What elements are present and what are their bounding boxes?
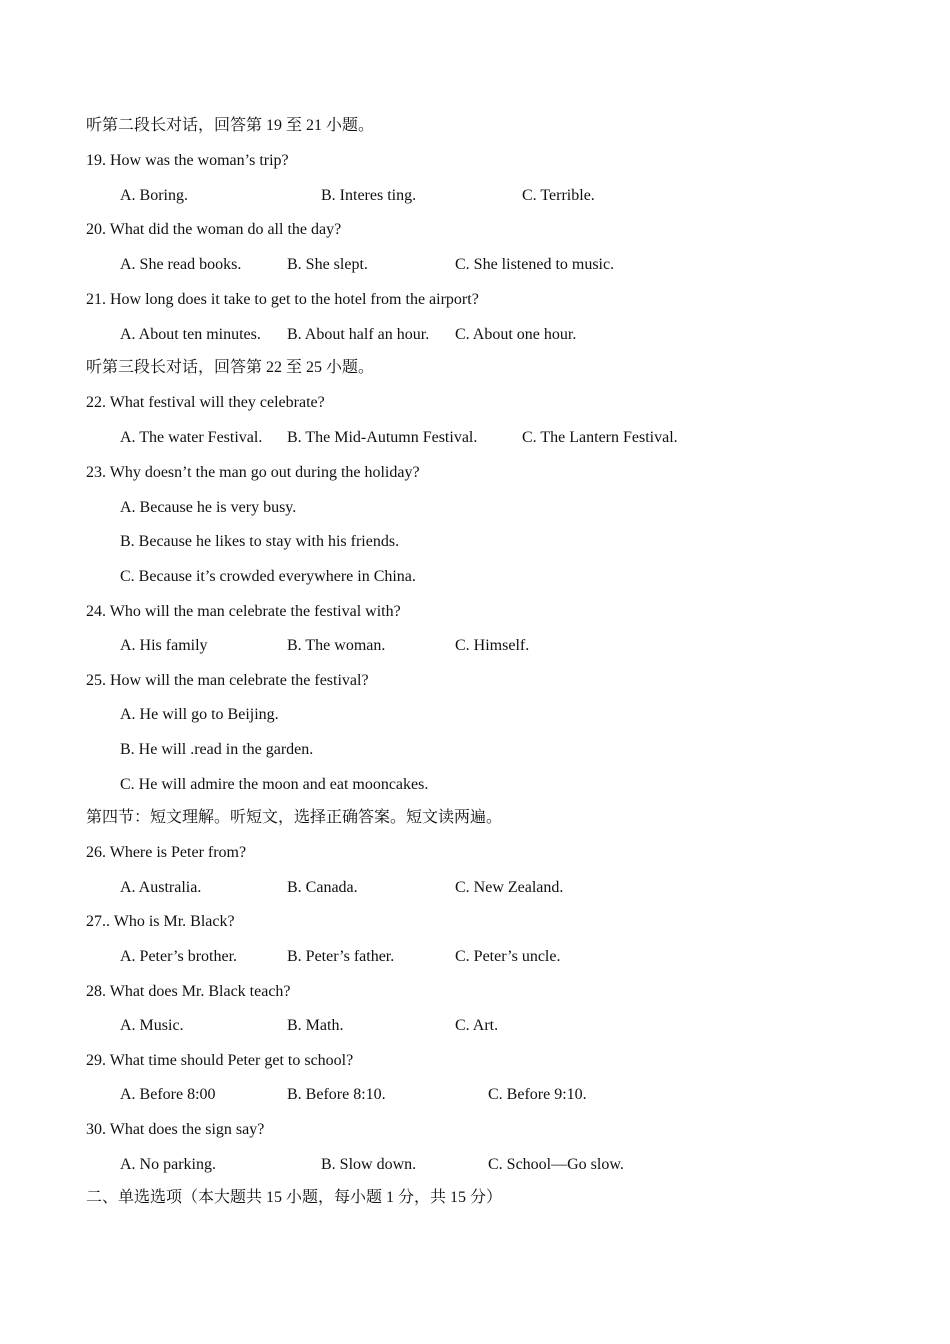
q28-option-a: A. Music. <box>120 1017 184 1034</box>
q22-option-b: B. The Mid-Autumn Festival. <box>287 429 478 446</box>
q19-option-a: A. Boring. <box>120 187 188 204</box>
question-19: 19. How was the woman’s trip? <box>86 152 289 169</box>
q24-option-b: B. The woman. <box>287 637 386 654</box>
q20-option-c: C. She listened to music. <box>455 256 615 273</box>
section-heading-part4-passage: 第四节：短文理解。听短文，选择正确答案。短文读两遍。 <box>86 809 503 826</box>
q23-option-a: A. Because he is very busy. <box>120 499 297 516</box>
q29-option-a: A. Before 8:00 <box>120 1086 216 1103</box>
question-26: 26. Where is Peter from? <box>86 844 247 861</box>
question-27: 27.. Who is Mr. Black? <box>86 913 235 930</box>
q24-option-a: A. His family <box>120 637 208 654</box>
q30-option-c: C. School—Go slow. <box>488 1156 624 1173</box>
q21-option-c: C. About one hour. <box>455 326 577 343</box>
q28-option-b: B. Math. <box>287 1017 344 1034</box>
q23-option-c: C. Because it’s crowded everywhere in China. <box>120 568 416 585</box>
q30-option-b: B. Slow down. <box>321 1156 417 1173</box>
question-28: 28. What does Mr. Black teach? <box>86 983 291 1000</box>
section-heading-part2-dialogue: 听第二段长对话，回答第 19 至 21 小题。 <box>86 117 375 134</box>
question-23: 23. Why doesn’t the man go out during the holiday? <box>86 464 420 481</box>
q19-option-c: C. Terrible. <box>522 187 595 204</box>
q20-option-a: A. She read books. <box>120 256 242 273</box>
q27-option-a: A. Peter’s brother. <box>120 948 238 965</box>
q21-option-b: B. About half an hour. <box>287 326 430 343</box>
q19-option-b: B. Interes ting. <box>321 187 417 204</box>
q24-option-c: C. Himself. <box>455 637 530 654</box>
section-heading-part3-dialogue: 听第三段长对话，回答第 22 至 25 小题。 <box>86 359 375 376</box>
q27-option-b: B. Peter’s father. <box>287 948 395 965</box>
part-two-heading: 二、单选选项（本大题共 15 小题，每小题 1 分，共 15 分） <box>86 1189 503 1206</box>
q23-option-b: B. Because he likes to stay with his friends. <box>120 533 400 550</box>
q29-option-b: B. Before 8:10. <box>287 1086 386 1103</box>
question-24: 24. Who will the man celebrate the festival with? <box>86 603 401 620</box>
q21-option-a: A. About ten minutes. <box>120 326 261 343</box>
q22-option-a: A. The water Festival. <box>120 429 263 446</box>
q27-option-c: C. Peter’s uncle. <box>455 948 561 965</box>
q25-option-a: A. He will go to Beijing. <box>120 706 279 723</box>
question-21: 21. How long does it take to get to the hotel from the airport? <box>86 291 479 308</box>
q22-option-c: C. The Lantern Festival. <box>522 429 678 446</box>
q25-option-b: B. He will .read in the garden. <box>120 741 314 758</box>
q28-option-c: C. Art. <box>455 1017 499 1034</box>
q20-option-b: B. She slept. <box>287 256 368 273</box>
question-29: 29. What time should Peter get to school? <box>86 1052 354 1069</box>
question-25: 25. How will the man celebrate the festival? <box>86 672 369 689</box>
question-22: 22. What festival will they celebrate? <box>86 394 325 411</box>
question-20: 20. What did the woman do all the day? <box>86 221 342 238</box>
q25-option-c: C. He will admire the moon and eat mooncakes. <box>120 776 429 793</box>
q26-option-b: B. Canada. <box>287 879 358 896</box>
q30-option-a: A. No parking. <box>120 1156 216 1173</box>
question-30: 30. What does the sign say? <box>86 1121 265 1138</box>
q26-option-a: A. Australia. <box>120 879 202 896</box>
q29-option-c: C. Before 9:10. <box>488 1086 587 1103</box>
q26-option-c: C. New Zealand. <box>455 879 564 896</box>
